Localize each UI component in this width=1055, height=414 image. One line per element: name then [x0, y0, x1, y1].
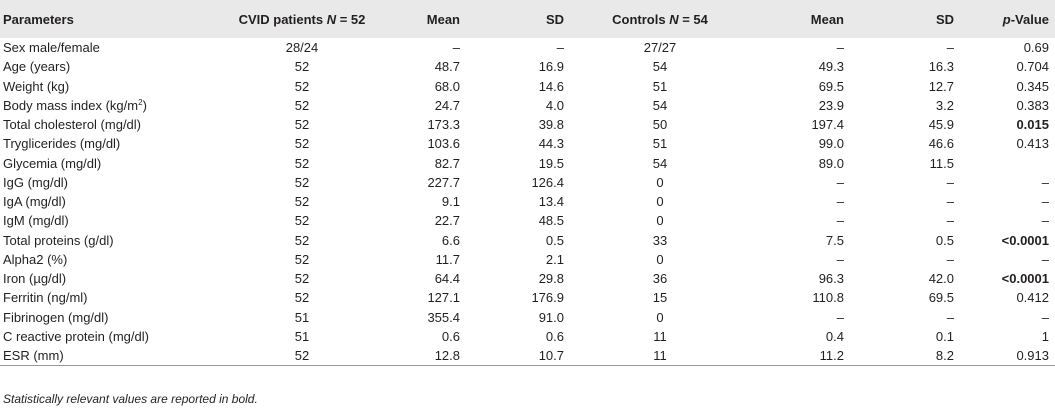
- cell-sd-controls: 42.0: [928, 271, 954, 287]
- cell-sd-controls: 16.3: [928, 59, 954, 75]
- cell-mean-cvid: 68.0: [434, 78, 460, 94]
- cell-p-value: –: [1041, 213, 1049, 229]
- cell-mean-cvid: 11.7: [435, 251, 460, 267]
- cell-mean-cvid: 227.7: [427, 174, 460, 190]
- cell-sd-cvid: 13.4: [538, 194, 564, 210]
- cell-mean-controls: 96.3: [818, 271, 844, 287]
- cell-p-value: 0.413: [1016, 136, 1049, 152]
- cell-mean-cvid: 173.3: [427, 117, 460, 133]
- header-cvid-patients: CVID patients N = 52: [238, 11, 366, 27]
- header-sd-controls: SD: [935, 11, 954, 27]
- table-row: [0, 77, 1055, 96]
- cell-controls-n: 11: [653, 328, 667, 344]
- cell-p-value: 0.383: [1016, 97, 1049, 113]
- cell-mean-cvid: 9.1: [441, 194, 460, 210]
- cell-parameter: Tryglicerides (mg/dl): [3, 136, 121, 152]
- cell-sd-controls: –: [946, 194, 954, 210]
- cell-sd-cvid: 0.5: [545, 232, 564, 248]
- cell-sd-controls: 11.5: [929, 155, 954, 171]
- table-row: [0, 269, 1055, 288]
- cell-sd-cvid: –: [556, 40, 564, 56]
- cell-cvid-n: 52: [294, 174, 310, 190]
- cell-controls-n: 0: [656, 174, 664, 190]
- cell-sd-cvid: 4.0: [545, 97, 564, 113]
- cell-sd-controls: –: [946, 174, 954, 190]
- cell-parameter: Total cholesterol (mg/dl): [3, 117, 141, 133]
- cell-sd-controls: 3.2: [935, 97, 954, 113]
- table-row: [0, 173, 1055, 192]
- table-row: [0, 134, 1055, 153]
- table-row: [0, 38, 1055, 57]
- cell-sd-cvid: 29.8: [538, 271, 564, 287]
- cell-controls-n: 54: [652, 155, 668, 171]
- cell-controls-n: 15: [652, 290, 668, 306]
- cell-sd-cvid: 16.9: [538, 59, 564, 75]
- cell-sd-cvid: 0.6: [545, 328, 564, 344]
- cell-p-value: –: [1041, 194, 1049, 210]
- cell-mean-cvid: 127.1: [427, 290, 460, 306]
- cell-controls-n: 0: [656, 309, 664, 325]
- cell-mean-controls: 99.0: [818, 136, 844, 152]
- table-row: [0, 231, 1055, 250]
- header-sd-cvid: SD: [545, 11, 564, 27]
- cell-controls-n: 33: [652, 232, 668, 248]
- cell-p-value: 0.345: [1016, 78, 1049, 94]
- cell-mean-controls: 197.4: [811, 117, 844, 133]
- cell-sd-controls: 12.7: [928, 78, 954, 94]
- cell-p-value: <0.0001: [1001, 232, 1049, 248]
- header-parameters: Parameters: [3, 11, 74, 27]
- table-row: [0, 57, 1055, 76]
- cell-parameter: IgG (mg/dl): [3, 174, 69, 190]
- table-row: [0, 96, 1055, 115]
- cell-cvid-n: 52: [294, 78, 310, 94]
- cell-parameter: Ferritin (ng/ml): [3, 290, 88, 306]
- cell-mean-cvid: 6.6: [441, 232, 460, 248]
- cell-controls-n: 36: [652, 271, 668, 287]
- cell-cvid-n: 52: [294, 271, 310, 287]
- table-row: [0, 346, 1055, 366]
- cell-sd-controls: 46.6: [928, 136, 954, 152]
- cell-p-value: –: [1041, 309, 1049, 325]
- cell-cvid-n: 52: [294, 194, 310, 210]
- cell-p-value: 0.412: [1016, 290, 1049, 306]
- table-row: [0, 211, 1055, 230]
- cell-mean-controls: –: [836, 40, 844, 56]
- cell-mean-controls: –: [836, 251, 844, 267]
- header-mean-cvid: Mean: [426, 11, 460, 27]
- cell-cvid-n: 52: [294, 97, 310, 113]
- cell-mean-controls: 11.2: [750, 346, 850, 366]
- cell-sd-controls: 8.2: [850, 346, 960, 366]
- cell-mean-cvid: –: [452, 40, 460, 56]
- cell-mean-cvid: 12.8: [372, 346, 466, 366]
- header-controls: Controls N = 54: [612, 11, 708, 27]
- cell-parameter: Fibrinogen (mg/dl): [3, 309, 109, 325]
- cell-mean-cvid: 355.4: [427, 309, 460, 325]
- cell-cvid-n: 52: [232, 346, 372, 366]
- cell-sd-cvid: 126.4: [531, 174, 564, 190]
- cell-controls-n: 51: [652, 78, 668, 94]
- cell-parameter: Iron (µg/dl): [3, 271, 67, 287]
- cell-mean-controls: –: [836, 309, 844, 325]
- cell-cvid-n: 52: [294, 251, 310, 267]
- cell-parameter: Alpha2 (%): [3, 251, 68, 267]
- cell-sd-controls: –: [946, 309, 954, 325]
- cell-controls-n: 0: [656, 251, 664, 267]
- cell-sd-cvid: 39.8: [538, 117, 564, 133]
- cell-cvid-n: 52: [294, 136, 310, 152]
- cell-sd-controls: 45.9: [928, 117, 954, 133]
- cell-p-value: 1: [1041, 328, 1049, 344]
- cell-p-value: 0.69: [1023, 40, 1049, 56]
- cell-sd-controls: 69.5: [928, 290, 954, 306]
- cell-mean-controls: –: [836, 213, 844, 229]
- cell-sd-controls: –: [946, 251, 954, 267]
- cell-sd-cvid: 19.5: [538, 155, 564, 171]
- cell-parameter: Glycemia (mg/dl): [3, 155, 102, 171]
- cell-mean-controls: –: [836, 194, 844, 210]
- cell-controls-n: 11: [570, 346, 750, 366]
- cell-sd-cvid: 91.0: [538, 309, 564, 325]
- cell-cvid-n: 52: [294, 117, 310, 133]
- cell-mean-controls: –: [836, 174, 844, 190]
- cell-mean-controls: 89.0: [818, 155, 844, 171]
- cell-p-value: 0.913: [960, 346, 1055, 366]
- cell-controls-n: 51: [652, 136, 668, 152]
- cell-controls-n: 0: [656, 213, 664, 229]
- cell-mean-controls: 0.4: [825, 328, 844, 344]
- cell-parameter: ESR (mm): [0, 346, 232, 366]
- cell-cvid-n: 52: [294, 232, 310, 248]
- table-row: [0, 308, 1055, 327]
- cell-mean-cvid: 64.4: [434, 271, 460, 287]
- cell-mean-controls: 69.5: [818, 78, 844, 94]
- cell-mean-cvid: 22.7: [434, 213, 460, 229]
- table-footnote: Statistically relevant values are reported in bold.: [3, 392, 258, 406]
- cell-mean-controls: 7.5: [825, 232, 844, 248]
- cell-cvid-n: 51: [294, 328, 310, 344]
- cell-mean-controls: 23.9: [818, 97, 844, 113]
- cell-p-value: <0.0001: [1001, 271, 1049, 287]
- cell-mean-controls: 110.8: [812, 290, 844, 306]
- cell-sd-controls: 0.1: [935, 328, 954, 344]
- cell-mean-cvid: 82.7: [434, 155, 460, 171]
- table-body: [0, 38, 1055, 366]
- cell-mean-cvid: 48.7: [434, 59, 460, 75]
- cell-sd-cvid: 10.7: [466, 346, 570, 366]
- cell-mean-cvid: 24.7: [434, 97, 460, 113]
- cell-sd-controls: –: [946, 40, 954, 56]
- table-row: [0, 115, 1055, 134]
- table-row: [0, 288, 1055, 307]
- cell-p-value: –: [1041, 174, 1049, 190]
- cell-controls-n: 54: [652, 97, 668, 113]
- header-mean-controls: Mean: [810, 11, 844, 27]
- cell-cvid-n: 52: [294, 155, 310, 171]
- cell-sd-cvid: 44.3: [538, 136, 564, 152]
- cell-p-value: [960, 154, 1055, 173]
- cell-p-value: 0.015: [1016, 117, 1049, 133]
- cell-parameter: Age (years): [3, 59, 71, 75]
- cell-sd-cvid: 14.6: [538, 78, 564, 94]
- cell-parameter: Weight (kg): [3, 78, 70, 94]
- cell-parameter: Total proteins (g/dl): [3, 232, 114, 248]
- cell-sd-controls: 0.5: [935, 232, 954, 248]
- cell-controls-n: 50: [652, 117, 668, 133]
- cell-mean-controls: 49.3: [818, 59, 844, 75]
- cell-cvid-n: 51: [294, 309, 310, 325]
- cell-mean-cvid: 0.6: [441, 328, 460, 344]
- cell-sd-cvid: 176.9: [531, 290, 564, 306]
- cell-parameter: IgM (mg/dl): [3, 213, 69, 229]
- table-row: [0, 327, 1055, 346]
- cell-cvid-n: 28/24: [285, 40, 319, 56]
- cell-p-value: 0.704: [1016, 59, 1049, 75]
- header-p-value: p-Value: [1002, 11, 1049, 27]
- cell-sd-cvid: 48.5: [538, 213, 564, 229]
- cell-parameter: IgA (mg/dl): [3, 194, 66, 210]
- cell-sd-controls: –: [946, 213, 954, 229]
- cell-mean-cvid: 103.6: [427, 136, 460, 152]
- header-row: [0, 0, 1055, 38]
- table-row: [0, 250, 1055, 269]
- table-row: [0, 154, 1055, 173]
- cell-p-value: –: [1041, 251, 1049, 267]
- cell-cvid-n: 52: [294, 59, 310, 75]
- cell-parameter: Sex male/female: [3, 40, 100, 56]
- cell-cvid-n: 52: [294, 290, 310, 306]
- cell-sd-cvid: 2.1: [545, 251, 564, 267]
- cell-controls-n: 27/27: [643, 40, 677, 56]
- table-row: [0, 192, 1055, 211]
- cell-controls-n: 54: [652, 59, 668, 75]
- cell-cvid-n: 52: [294, 213, 310, 229]
- cell-controls-n: 0: [656, 194, 664, 210]
- cell-parameter: C reactive protein (mg/dl): [3, 328, 149, 344]
- cell-parameter: Body mass index $(kg/m^2)$: [3, 97, 147, 113]
